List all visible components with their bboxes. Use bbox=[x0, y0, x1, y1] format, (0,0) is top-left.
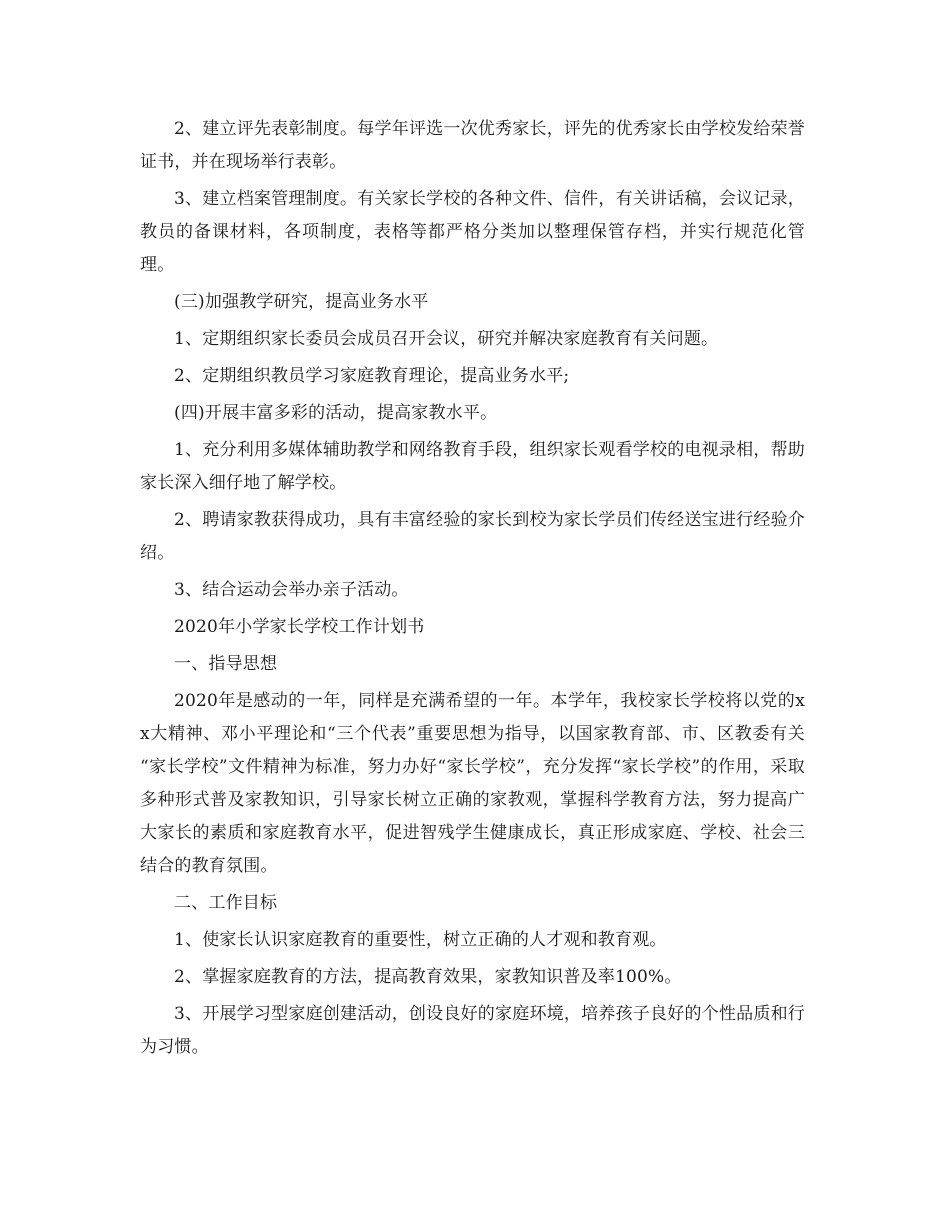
heading-activities: (四)开展丰富多彩的活动，提高家教水平。 bbox=[174, 403, 498, 423]
paragraph-goal-1: 1、使家长认识家庭教育的重要性，树立正确的人才观和教育观。 bbox=[174, 930, 667, 950]
paragraph-experience-sharing: 2、聘请家教获得成功，具有丰富经验的家长到校为家长学员们传经送宝进行经验介绍。 bbox=[140, 510, 805, 563]
paragraph-archive-system: 3、建立档案管理制度。有关家长学校的各种文件、信件，有关讲话稿，会议记录，教员的备课材料，各项制度，表格等都严格分类加以整理保管存档，并实行规范化管理。 bbox=[140, 189, 805, 275]
paragraph-guiding-ideology: 2020年是感动的一年，同样是充满希望的一年。本学年，我校家长学校将以党的xx大精神、邓小平理论和“三个代表”重要思想为指导，以国家教育部、市、区教委有关 “家长学校”文件精神为标准，努力办好“家长学校”，充分发挥“家长学校”的作用，采取多种形式普及家教知识，引导家长树立正确的家教观，掌握科学教育方法，努力提高广大家长的素质和家庭教育水平，促进智残学生健康成长，真正形成家庭、学校、社会三结合的教育氛围。 bbox=[140, 691, 805, 876]
document-title: 2020年小学家长学校工作计划书 bbox=[174, 617, 425, 637]
heading-guiding-ideology: 一、指导思想 bbox=[174, 654, 278, 674]
paragraph-multimedia: 1、充分利用多媒体辅助教学和网络教育手段，组织家长观看学校的电视录相，帮助家长深入细仔地了解学校。 bbox=[140, 440, 805, 493]
heading-strengthen-research: (三)加强教学研究，提高业务水平 bbox=[174, 292, 429, 312]
paragraph-goal-3: 3、开展学习型家庭创建活动，创设良好的家庭环境，培养孩子良好的个性品质和行为习惯。 bbox=[140, 1004, 805, 1057]
paragraph-sports-activity: 3、结合运动会举办亲子活动。 bbox=[174, 580, 409, 600]
paragraph-goal-2: 2、掌握家庭教育的方法，提高教育效果，家教知识普及率100%。 bbox=[174, 967, 682, 987]
paragraph-award-system: 2、建立评先表彰制度。每学年评选一次优秀家长，评先的优秀家长由学校发给荣誉证书，并在现场举行表彰。 bbox=[140, 119, 805, 172]
document-body bbox=[140, 113, 805, 1068]
heading-work-goals: 二、工作目标 bbox=[174, 893, 278, 913]
paragraph-committee-meetings: 1、定期组织家长委员会成员召开会议，研究并解决家庭教育有关问题。 bbox=[174, 329, 719, 349]
paragraph-teacher-study: 2、定期组织教员学习家庭教育理论，提高业务水平; bbox=[174, 366, 570, 386]
